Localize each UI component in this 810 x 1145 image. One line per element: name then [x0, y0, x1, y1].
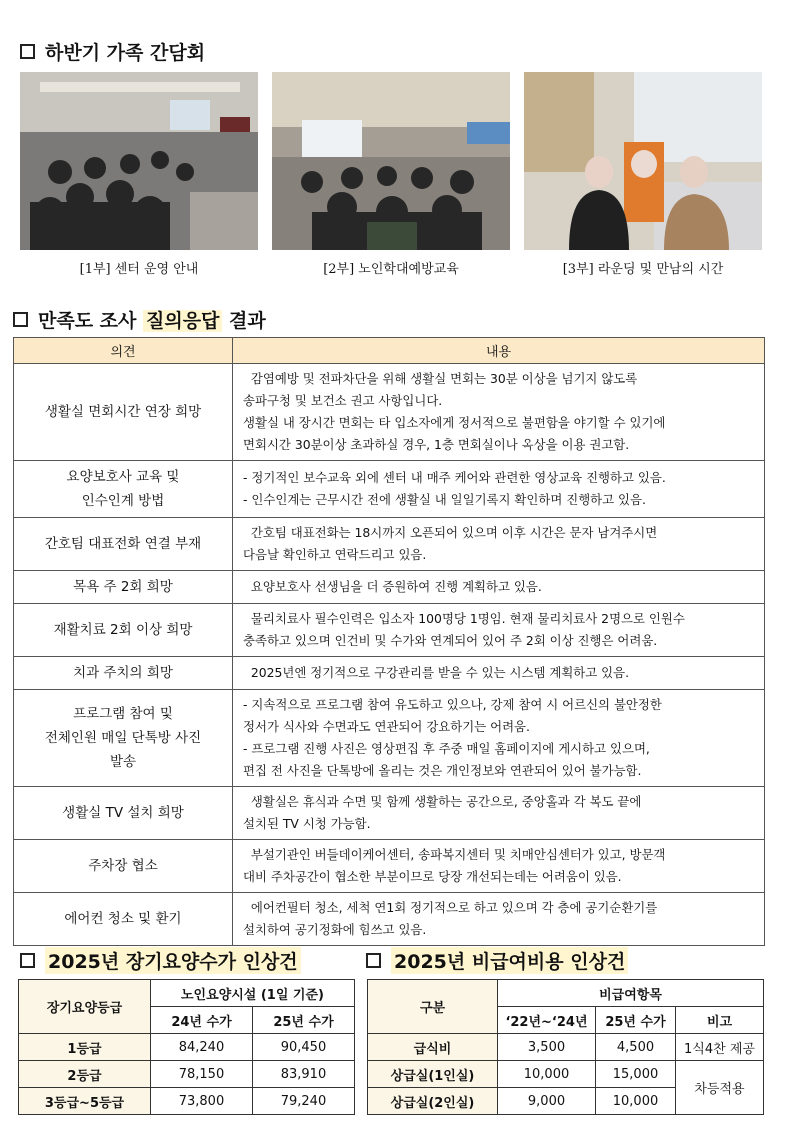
column-group-header: 비급여항목: [498, 980, 764, 1007]
checkbox-square-icon: [366, 953, 381, 968]
survey-row: [14, 690, 765, 787]
content-line: 에어컨필터 청소, 세척 연1회 정기적으로 하고 있으며 각 층에 공기순환기를: [243, 900, 658, 915]
opinion-line: 요양보호사 교육 및: [66, 469, 180, 485]
value-cell: 9,000: [498, 1088, 596, 1115]
note-cell: 1식4찬 제공: [676, 1034, 764, 1061]
item-cell: 상급실(2인실): [368, 1088, 498, 1115]
opinion-line: 전체인원 매일 단톡방 사진: [44, 730, 202, 746]
photo-center-guide: [20, 72, 258, 250]
checkbox-square-icon: [13, 312, 28, 327]
opinion-cell: [14, 461, 233, 518]
column-header-previous: ‘22년~‘24년: [498, 1007, 596, 1034]
opinion-cell: [14, 840, 233, 893]
column-header-category: 구분: [368, 980, 498, 1034]
value-cell: 84,240: [151, 1034, 253, 1061]
opinion-cell: [14, 518, 233, 571]
title-part: 만족도 조사: [38, 310, 143, 332]
opinion-cell: [14, 893, 233, 946]
section-title-survey: [13, 306, 266, 333]
content-line: 생활실은 휴식과 수면 및 함께 생활하는 공간으로, 중앙홀과 각 복도 끝에: [243, 794, 642, 809]
item-cell: 급식비: [368, 1034, 498, 1061]
content-line: 편집 전 사진을 단톡방에 올리는 것은 개인정보와 연관되어 있어 불가능함.: [243, 763, 642, 778]
content-line: - 지속적으로 프로그램 참여 유도하고 있으나, 강제 참여 시 어르신의 불안정한: [243, 697, 662, 712]
value-cell: 4,500: [596, 1034, 676, 1061]
opinion-line: 발송: [109, 754, 137, 770]
nonpay-fee-table: [367, 979, 764, 1115]
survey-row: [14, 461, 765, 518]
content-line: 대비 주차공간이 협소한 부분이므로 당장 개선되는데는 어려움이 있음.: [243, 869, 622, 884]
section-title-text: 2025년 장기요양수가 인상건: [45, 947, 301, 974]
table-row: [368, 980, 764, 1007]
content-line: 감염예방 및 전파차단을 위해 생활실 면회는 30분 이상을 넘기지 않도록: [243, 371, 638, 386]
title-highlight: 질의응답: [143, 310, 222, 332]
opinion-line: 치과 주치의 희망: [73, 665, 173, 681]
value-cell: 15,000: [596, 1061, 676, 1088]
survey-row: [14, 840, 765, 893]
column-header-2024: 24년 수가: [151, 1007, 253, 1034]
content-line: 정서가 식사와 수면과도 연관되어 강요하기는 어려움.: [243, 719, 530, 734]
table-row: [368, 1061, 764, 1088]
opinion-line: 인수인계 방법: [81, 493, 165, 509]
survey-results-table: [13, 337, 765, 946]
content-line: 다음날 확인하고 연락드리고 있음.: [243, 547, 427, 562]
note-cell: 차등적용: [676, 1061, 764, 1115]
grade-cell: 2등급: [19, 1061, 151, 1088]
opinion-line: 생활실 TV 설치 희망: [62, 805, 184, 821]
opinion-cell: [14, 657, 233, 690]
survey-row: [14, 571, 765, 604]
content-cell: [233, 604, 765, 657]
content-line: 물리치료사 필수인력은 입소자 100명당 1명임. 현재 물리치료사 2명으로 인원수: [243, 611, 685, 626]
value-cell: 78,150: [151, 1061, 253, 1088]
content-line: - 정기적인 보수교육 외에 센터 내 매주 케어와 관련한 영상교육 진행하고 있음.: [243, 470, 666, 485]
content-cell: [233, 787, 765, 840]
content-line: 설치하여 공기정화에 힘쓰고 있음.: [243, 922, 427, 937]
content-cell: [233, 690, 765, 787]
content-cell: [233, 893, 765, 946]
opinion-line: 간호팀 대표전화 연결 부재: [44, 536, 202, 552]
photo-rounding-meeting: [524, 72, 762, 250]
opinion-line: 생활실 면회시간 연장 희망: [44, 404, 202, 420]
table-row: [19, 980, 355, 1007]
opinion-cell: [14, 787, 233, 840]
survey-row: [14, 657, 765, 690]
value-cell: 10,000: [596, 1088, 676, 1115]
content-cell: [233, 657, 765, 690]
column-header-grade: 장기요양등급: [19, 980, 151, 1034]
table-row: [368, 1034, 764, 1061]
opinion-line: 프로그램 참여 및: [73, 706, 173, 722]
opinion-cell: [14, 690, 233, 787]
content-cell: [233, 364, 765, 461]
section-title-text: 하반기 가족 간담회: [45, 42, 206, 64]
grade-cell: 1등급: [19, 1034, 151, 1061]
section-title-family-meeting: [20, 38, 205, 65]
checkbox-square-icon: [20, 953, 35, 968]
content-line: 간호팀 대표전화는 18시까지 오픈되어 있으며 이후 시간은 문자 남겨주시면: [243, 525, 658, 540]
section-title-text: [38, 306, 266, 333]
column-group-header: 노인요양시설 (1일 기준): [151, 980, 355, 1007]
content-cell: [233, 571, 765, 604]
photo-abuse-prevention: [272, 72, 510, 250]
photo-row: [20, 72, 762, 277]
table-row: [19, 1034, 355, 1061]
survey-row: [14, 518, 765, 571]
opinion-line: 목욕 주 2회 희망: [73, 579, 173, 595]
column-header-note: 비고: [676, 1007, 764, 1034]
opinion-line: 재활치료 2회 이상 희망: [53, 622, 193, 638]
value-cell: 73,800: [151, 1088, 253, 1115]
survey-row: [14, 787, 765, 840]
opinion-cell: [14, 604, 233, 657]
checkbox-square-icon: [20, 44, 35, 59]
content-cell: [233, 461, 765, 518]
item-cell: 상급실(1인실): [368, 1061, 498, 1088]
content-line: 충족하고 있으며 인건비 및 수가와 연계되어 있어 주 2회 이상 진행은 어려움.: [243, 633, 658, 648]
opinion-cell: [14, 364, 233, 461]
opinion-line: 주차장 협소: [88, 858, 158, 874]
content-line: 2025년엔 정기적으로 구강관리를 받을 수 있는 시스템 계획하고 있음.: [243, 665, 630, 680]
content-line: 요양보호사 선생님을 더 증원하여 진행 계획하고 있음.: [243, 579, 542, 594]
survey-row: [14, 604, 765, 657]
grade-cell: 3등급~5등급: [19, 1088, 151, 1115]
column-header-2025: 25년 수가: [596, 1007, 676, 1034]
opinion-cell: [14, 571, 233, 604]
content-cell: [233, 518, 765, 571]
content-line: 면회시간 30분이상 초과하실 경우, 1층 면회실이나 옥상을 이용 권고함.: [243, 437, 630, 452]
photo-caption: [1부] 센터 운영 안내: [79, 262, 199, 277]
value-cell: 83,910: [252, 1061, 354, 1088]
ltc-fee-table: [18, 979, 355, 1115]
column-header-opinion: 의견: [14, 338, 233, 364]
table-row: [19, 1061, 355, 1088]
content-line: 설치된 TV 시청 가능함.: [243, 816, 371, 831]
content-line: - 프로그램 진행 사진은 영상편집 후 주중 매일 홈페이지에 게시하고 있으며,: [243, 741, 650, 756]
value-cell: 10,000: [498, 1061, 596, 1088]
content-line: - 인수인계는 근무시간 전에 생활실 내 일일기록지 확인하며 진행하고 있음.: [243, 492, 646, 507]
content-line: 송파구청 및 보건소 권고 사항입니다.: [243, 393, 443, 408]
column-header-content: 내용: [233, 338, 765, 364]
table-header-row: [14, 338, 765, 364]
section-title-text: 2025년 비급여비용 인상건: [391, 947, 628, 974]
value-cell: 90,450: [252, 1034, 354, 1061]
value-cell: 79,240: [252, 1088, 354, 1115]
table-row: [19, 1088, 355, 1115]
content-line: 생활실 내 장시간 면회는 타 입소자에게 정서적으로 불편함을 야기할 수 있기에: [243, 415, 666, 430]
column-header-2025: 25년 수가: [252, 1007, 354, 1034]
photo-caption: [3부] 라운딩 및 만남의 시간: [562, 262, 724, 277]
content-line: 부설기관인 버들데이케어센터, 송파복지센터 및 치매안심센터가 있고, 방문객: [243, 847, 666, 862]
title-part: 결과: [222, 310, 266, 332]
opinion-line: 에어컨 청소 및 환기: [64, 911, 182, 927]
survey-row: [14, 364, 765, 461]
survey-row: [14, 893, 765, 946]
section-title-nonpay: [366, 947, 628, 974]
section-title-ltc-fee: [20, 947, 301, 974]
content-cell: [233, 840, 765, 893]
photo-caption: [2부] 노인학대예방교육: [323, 262, 459, 277]
value-cell: 3,500: [498, 1034, 596, 1061]
